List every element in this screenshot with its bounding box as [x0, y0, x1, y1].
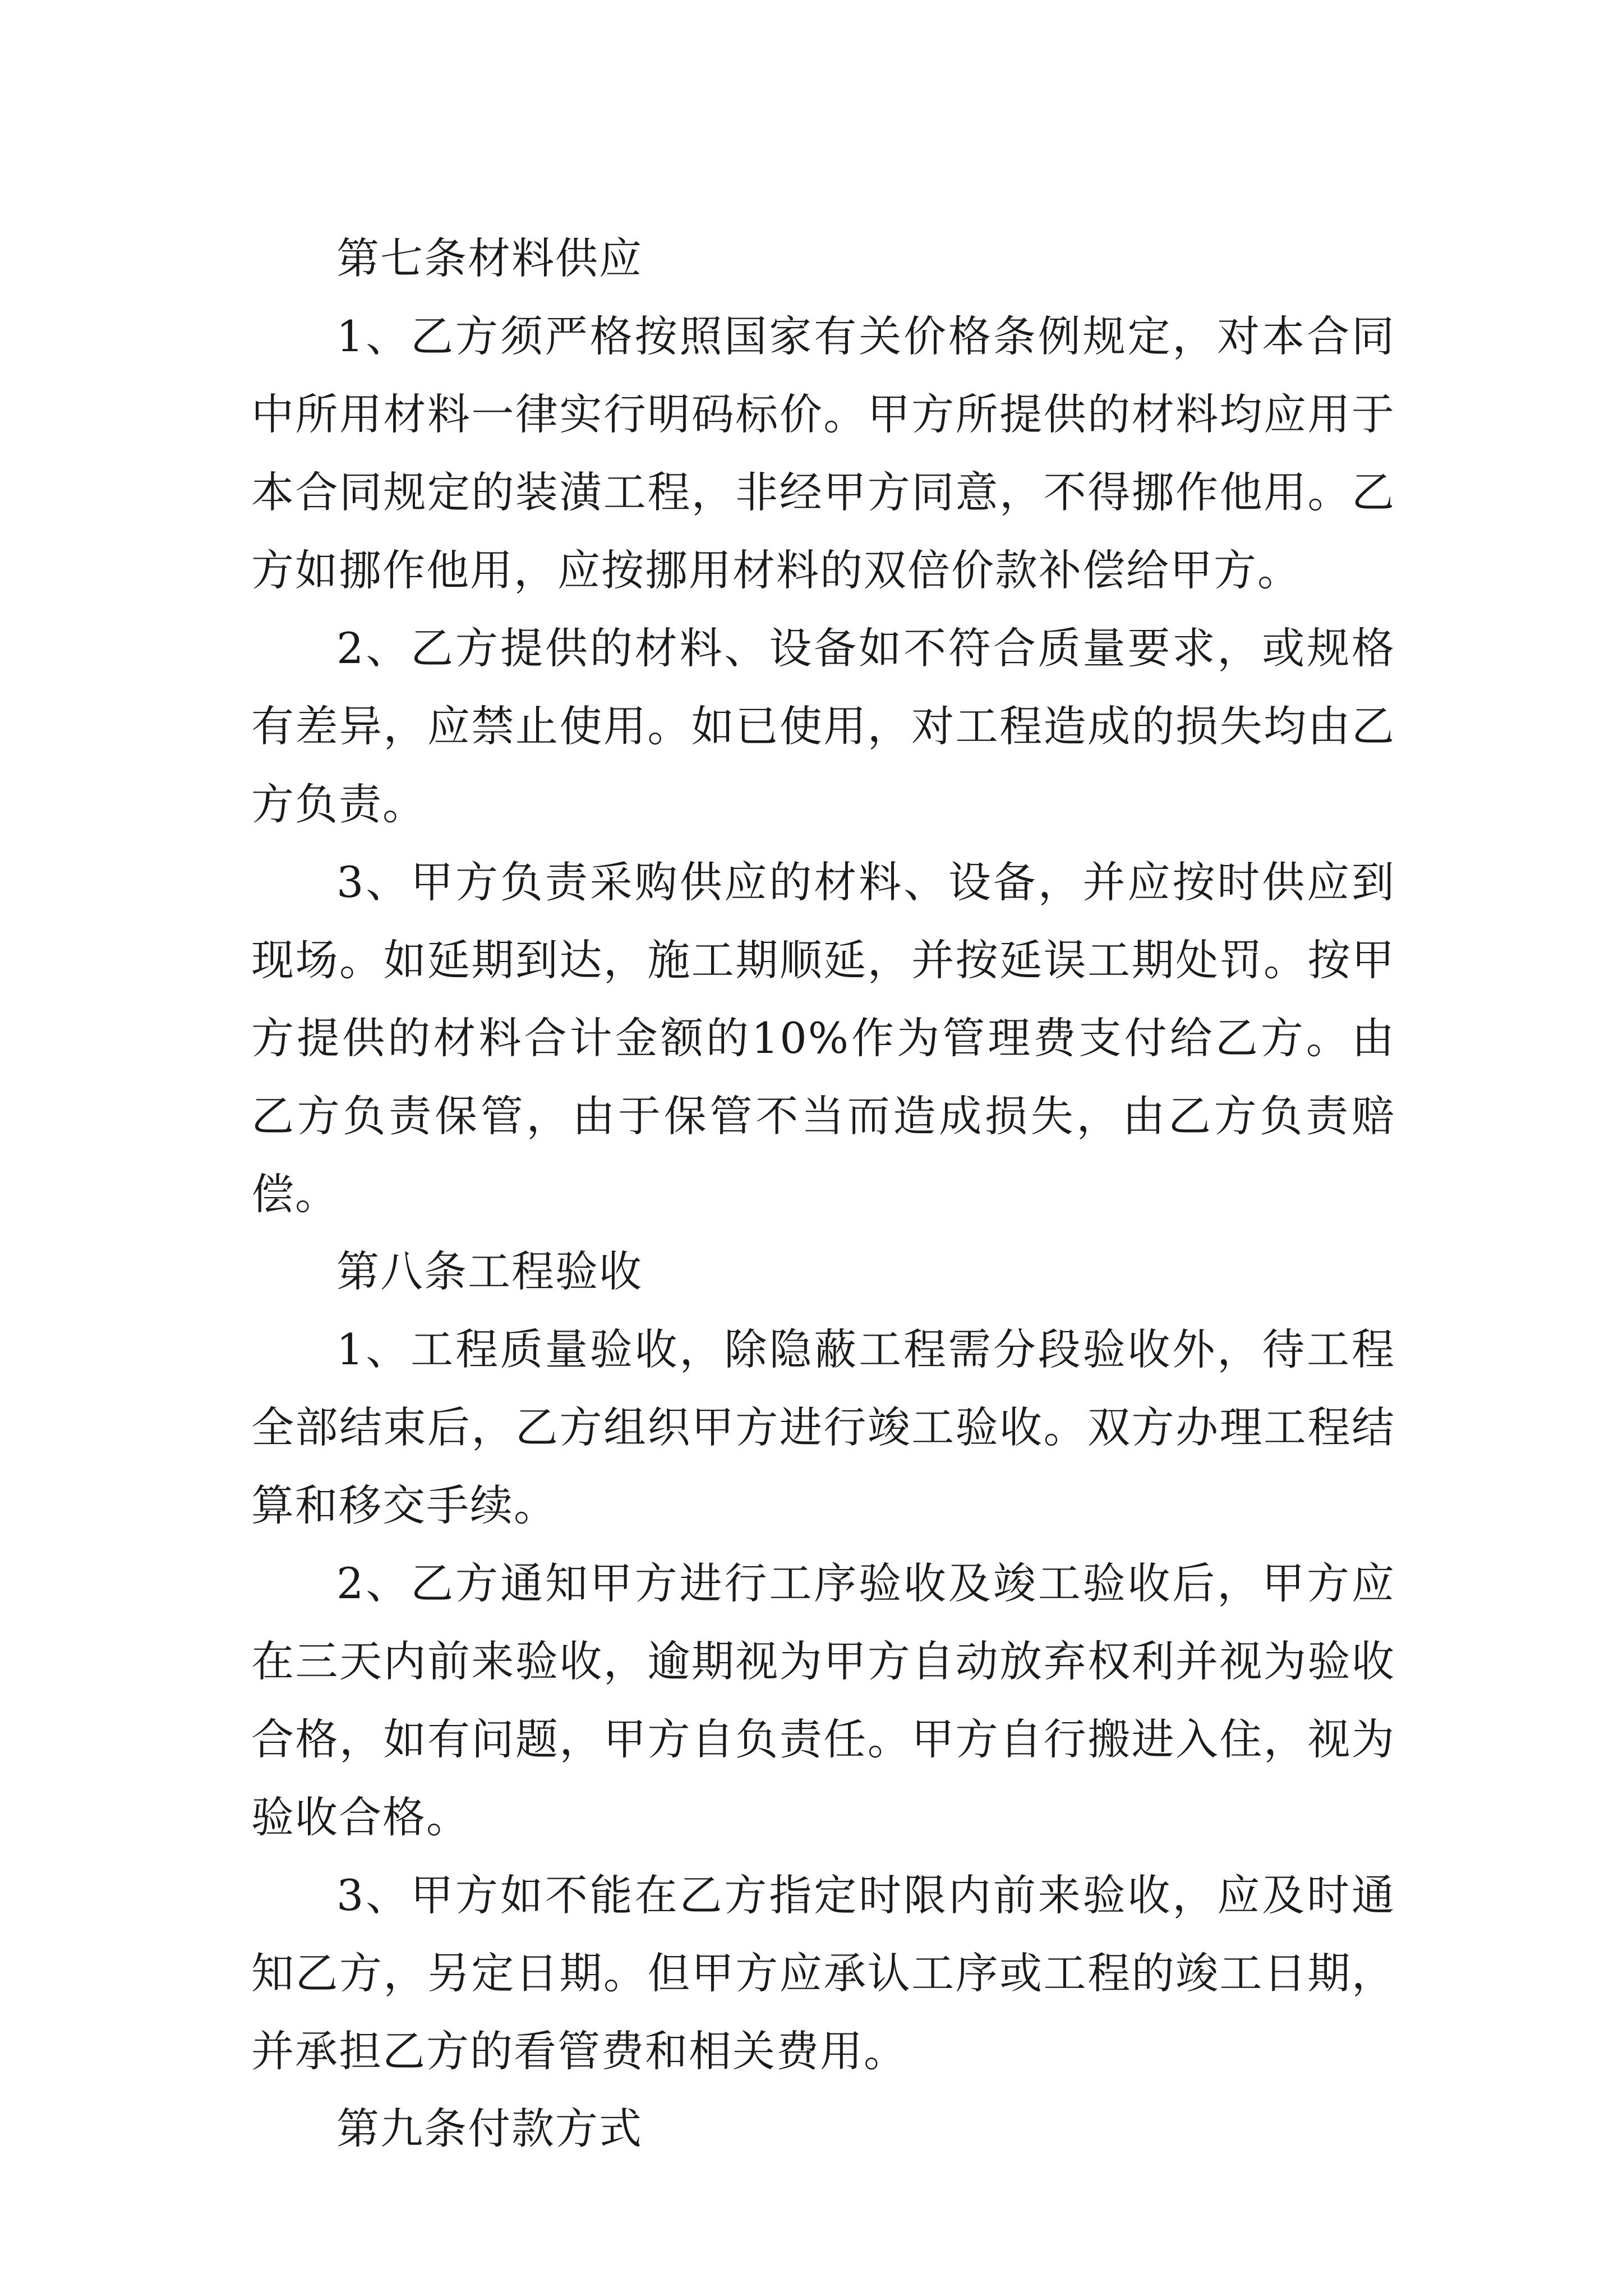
paragraph: 1、工程质量验收，除隐蔽工程需分段验收外，待工程全部结束后，乙方组织甲方进行竣工验收。双方办理工程结算和移交手续。 [251, 1324, 1395, 1530]
paragraph: 3、甲方负责采购供应的材料、设备，并应按时供应到现场。如延期到达，施工期顺延，并按延误工期处罚。按甲方提供的材料合计金额的10%作为管理费支付给乙方。由乙方负责保管，由于保管不当而造成损失，由乙方负责赔偿。 [251, 857, 1395, 1219]
section-heading: 第九条付款方式 [336, 2104, 643, 2154]
section-heading: 第八条工程验收 [336, 1246, 643, 1296]
section-heading: 第七条材料供应 [336, 233, 643, 283]
document-page [251, 220, 1395, 2168]
paragraph: 3、甲方如不能在乙方指定时限内前来验收，应及时通知乙方，另定日期。但甲方应承认工序或工程的竣工日期，并承担乙方的看管费和相关费用。 [251, 1870, 1395, 2076]
paragraph: 2、乙方提供的材料、设备如不符合质量要求，或规格有差异，应禁止使用。如已使用，对工程造成的损失均由乙方负责。 [251, 623, 1395, 829]
paragraph: 2、乙方通知甲方进行工序验收及竣工验收后，甲方应在三天内前来验收，逾期视为甲方自动放弃权利并视为验收合格，如有问题，甲方自负责任。甲方自行搬进入住，视为验收合格。 [251, 1558, 1395, 1842]
paragraph: 1、乙方须严格按照国家有关价格条例规定，对本合同中所用材料一律实行明码标价。甲方所提供的材料均应用于本合同规定的装潢工程，非经甲方同意，不得挪作他用。乙方如挪作他用，应按挪用材料的双倍价款补偿给甲方。 [251, 311, 1395, 595]
